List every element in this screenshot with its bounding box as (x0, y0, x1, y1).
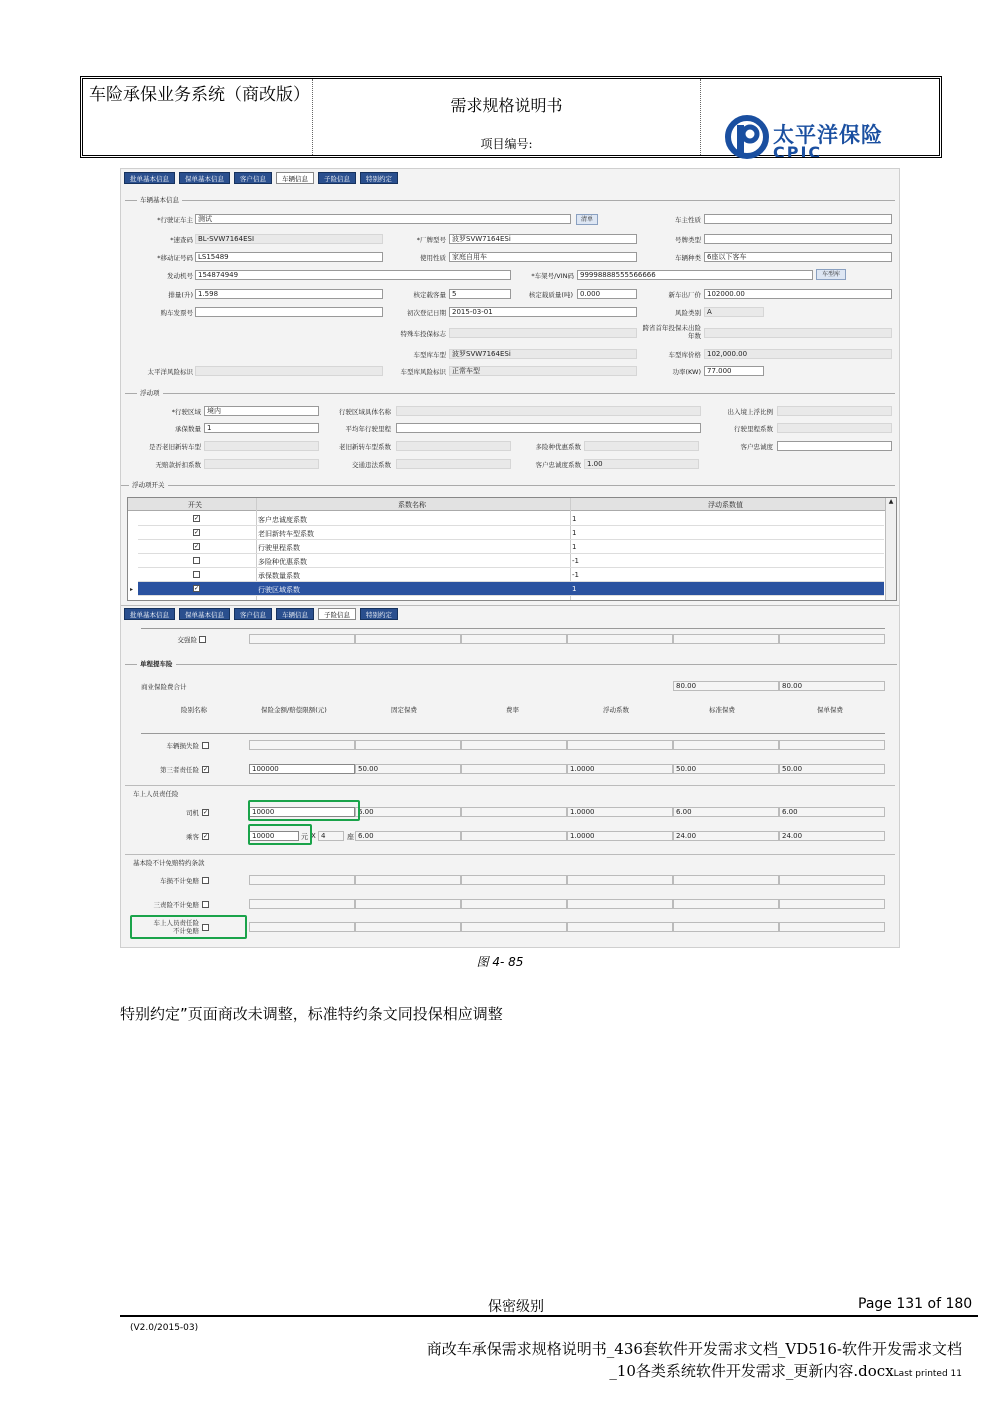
tab-vehicle[interactable]: 车辆信息 (276, 172, 314, 184)
loss-cell (355, 740, 461, 750)
old-coef-label: 老旧新转车型系数 (339, 443, 391, 451)
driver-policy: 6.00 (779, 807, 885, 817)
loyal-input[interactable] (777, 441, 892, 451)
area-name-label: 行驶区域具体名称 (339, 408, 391, 416)
row-value: 1 (572, 515, 577, 523)
col-header-float: 浮动系数 (603, 706, 629, 714)
tab-special[interactable]: 特别约定 (360, 608, 398, 620)
grid-row[interactable] (138, 568, 884, 582)
col-header-rate: 费率 (506, 706, 519, 714)
row-name: 客户忠诚度系数 (258, 516, 307, 524)
cpic-risk-input[interactable] (195, 366, 383, 376)
passenger-seats[interactable]: 4 (318, 831, 344, 841)
nd-onboard-label-line1: 车上人员责任险 (153, 919, 199, 927)
passenger-rate (461, 831, 567, 841)
grid-scrollbar[interactable] (885, 498, 896, 600)
compulsory-cell (249, 634, 355, 644)
old-coef-input[interactable] (396, 441, 511, 451)
loss-cell (249, 740, 355, 750)
insurance-panel (121, 605, 900, 948)
passenger-float: 1.0000 (567, 831, 673, 841)
owner-input[interactable]: 测试 (195, 214, 571, 224)
row-checkbox[interactable]: ✓ (194, 515, 200, 522)
row-checkbox[interactable] (193, 571, 200, 578)
nd-cell (673, 899, 779, 909)
third-rate (461, 764, 567, 774)
figure-caption: 图 4- 85 (476, 955, 524, 969)
driver-checkbox[interactable]: ✓ (203, 809, 209, 816)
tab-customer[interactable]: 客户信息 (234, 172, 272, 184)
compulsory-cell (567, 634, 673, 644)
grid-row-selected[interactable] (138, 582, 884, 596)
row-pointer-icon: ▸ (130, 586, 134, 593)
row-name: 行驶区域系数 (258, 586, 300, 594)
nd-cell (461, 922, 567, 932)
passenger-amount-input[interactable]: 10000 (249, 831, 299, 841)
plate-type-input[interactable] (704, 234, 892, 244)
total-cell-a: 80.00 (673, 681, 779, 691)
row-value: 1 (572, 543, 577, 551)
passenger-unit: 元 (301, 833, 308, 841)
secrecy-label: 保密级别 (488, 1299, 544, 1315)
mileage-coef-label: 行驶里程系数 (734, 425, 773, 433)
traffic-input[interactable] (396, 459, 511, 469)
mileage-input[interactable] (396, 423, 701, 433)
floating-section-title: 浮动项 (137, 388, 163, 397)
row-name: 承保数量系数 (258, 572, 300, 580)
list-button[interactable]: 清单 (576, 214, 598, 225)
header-logo-cell (701, 79, 939, 155)
doc-filename-line2: _10各类系统软件开发需求_更新内容.docx (609, 1362, 894, 1380)
third-checkbox[interactable]: ✓ (203, 766, 209, 773)
load-input[interactable]: 0.000 (577, 289, 637, 299)
row-value: 1 (572, 585, 577, 593)
loss-checkbox[interactable] (202, 742, 209, 749)
passenger-seat-unit: 座 (347, 833, 354, 841)
compulsory-cell (355, 634, 461, 644)
header-title-cell (313, 79, 701, 155)
row-name: 多险种优惠系数 (258, 558, 307, 566)
lib-risk-input[interactable]: 正常车型 (449, 366, 637, 376)
traffic-label: 交通违法系数 (352, 461, 391, 469)
tab-policy-basic[interactable]: 保单基本信息 (179, 172, 230, 184)
qty-input[interactable]: 1 (204, 423, 319, 433)
col-header-std: 标准保费 (709, 706, 735, 714)
plate-type-label: 号牌类型 (675, 236, 701, 244)
qty-label: 承保数量 (175, 425, 201, 433)
loss-cell (461, 740, 567, 750)
row-checkbox[interactable] (193, 557, 200, 564)
total-label: 商业保险费合计 (141, 683, 187, 691)
driver-label: 司机 (186, 809, 199, 817)
nd-cell (779, 922, 885, 932)
third-fixed: 50.00 (355, 764, 461, 774)
nd-cell (249, 875, 355, 885)
lib-risk-label: 车型库风险标识 (400, 368, 446, 376)
footer-rule (120, 1315, 978, 1317)
row-checkbox[interactable]: ✓ (194, 585, 200, 592)
row-value: -1 (572, 557, 579, 565)
grid-row[interactable] (138, 554, 884, 568)
col-header-fixed: 固定保费 (391, 706, 417, 714)
loss-cell (673, 740, 779, 750)
deductible-label: 基本险不计免赔特约条款 (133, 859, 205, 867)
logo-text-en: CPIC (773, 143, 823, 157)
loss-cell (567, 740, 673, 750)
loss-label: 车辆损失险 (166, 742, 199, 750)
price-input[interactable]: 102000.00 (704, 289, 892, 299)
nd-cell (461, 899, 567, 909)
driver-fixed: 6.00 (355, 807, 461, 817)
col-header-amount: 保险金额/赔偿限额(元) (261, 706, 327, 714)
loss-cell (779, 740, 885, 750)
floating-section (125, 389, 895, 397)
lib-price-input[interactable]: 102,000.00 (704, 349, 892, 359)
nd-cell (567, 899, 673, 909)
compulsory-cell (673, 634, 779, 644)
grid-col-switch: 开关 (188, 501, 202, 509)
cpic-logo-icon (725, 115, 769, 161)
load-label: 核定载质量(吨) (528, 291, 573, 299)
last-printed: Last printed 11 (893, 1369, 962, 1379)
onboard-label: 车上人员责任险 (133, 790, 179, 798)
switch-grid (127, 497, 897, 601)
vehicle-section (125, 196, 895, 204)
row-checkbox[interactable]: ✓ (194, 529, 200, 536)
multi-input[interactable] (584, 441, 699, 451)
cpic-risk-label: 太平洋风险标识 (147, 368, 193, 376)
cpic-logo (725, 115, 925, 165)
nd-cell (567, 922, 673, 932)
nd-cell (567, 875, 673, 885)
total-cell-b: 80.00 (779, 681, 885, 691)
tab-endorse-basic[interactable]: 批单基本信息 (124, 608, 175, 620)
highlight-box (248, 824, 312, 845)
special-label: 特殊车投保标志 (400, 330, 446, 338)
nd-cell (779, 875, 885, 885)
page-number: Page 131 of 180 (858, 1296, 973, 1312)
passenger-policy: 24.00 (779, 831, 885, 841)
old-car-label: 是否老旧新转车型 (149, 443, 201, 451)
loyal-label: 客户忠诚度 (740, 443, 773, 451)
row-value: -1 (572, 571, 579, 579)
frame-label: *车架号/VIN码 (531, 272, 574, 280)
car-lib-button[interactable]: 车型库 (816, 269, 846, 280)
vin-code-input[interactable]: BL-SVW7164ESI (195, 234, 383, 244)
driver-float: 1.0000 (567, 807, 673, 817)
switch-section (121, 481, 895, 489)
version-label: (V2.0/2015-03) (130, 1323, 199, 1333)
system-name: 车险承保业务系统（商改版） (83, 79, 313, 155)
third-amount-input[interactable]: 100000 (249, 764, 355, 774)
tab-sub-insurance[interactable]: 子险信息 (318, 172, 356, 184)
nd-cell (673, 922, 779, 932)
doc-title: 需求规格说明书 (450, 96, 563, 115)
seats-label: 核定载客量 (413, 291, 446, 299)
third-std: 50.00 (673, 764, 779, 774)
doc-filename (342, 1338, 962, 1385)
nd-loss-checkbox[interactable] (202, 877, 209, 884)
tab-endorse-basic[interactable]: 批单基本信息 (124, 172, 175, 184)
nd-cell (461, 875, 567, 885)
loyal-coef-input[interactable]: 1.00 (584, 459, 699, 469)
tab-bar-top (124, 172, 398, 184)
engine-label: 发动机号 (167, 272, 193, 280)
tab-vehicle[interactable]: 车辆信息 (276, 608, 314, 620)
project-no-label: 项目编号: (480, 137, 533, 151)
passenger-label: 乘客 (186, 833, 199, 841)
third-float: 1.0000 (567, 764, 673, 774)
vin-code-label: *速查码 (170, 236, 193, 244)
doc-filename-line1: 商改车承保需求规格说明书_436套软件开发需求文档_VD516-软件开发需求文档 (426, 1340, 962, 1358)
highlight-box (248, 800, 360, 821)
claim-input[interactable] (204, 459, 319, 469)
third-label: 第三者责任险 (160, 766, 199, 774)
reg-date-label: 初次登记日期 (407, 309, 446, 317)
invoice-input[interactable] (195, 307, 383, 317)
body-text: 特别约定”页面商改未调整，标准特约条文同投保相应调整 (120, 1005, 503, 1023)
price-label: 新车出厂价 (668, 291, 701, 299)
power-input[interactable]: 77.000 (704, 366, 764, 376)
lib-price-label: 车型库价格 (668, 351, 701, 359)
grid-row[interactable] (138, 512, 884, 526)
grid-col-value: 浮动系数值 (708, 501, 743, 509)
frame-input[interactable]: 99998888555566666 (577, 270, 813, 280)
single-trip-section (125, 660, 897, 668)
passenger-checkbox[interactable]: ✓ (203, 833, 209, 840)
col-header-name: 险别名称 (181, 706, 207, 714)
old-car-input[interactable] (204, 441, 319, 451)
lib-model-input[interactable]: 波罗SVW7164ESi (449, 349, 637, 359)
seats-input[interactable]: 5 (449, 289, 511, 299)
third-policy: 50.00 (779, 764, 885, 774)
switch-section-title: 浮动项开关 (129, 480, 168, 489)
logo-text-cn: 太平洋保险 (773, 123, 883, 147)
tab-bar-bottom (124, 608, 398, 620)
row-name: 老旧新转车型系数 (258, 530, 314, 538)
tab-policy-basic[interactable]: 保单基本信息 (179, 608, 230, 620)
nd-cell (355, 922, 461, 932)
single-trip-title: 单程提车险 (137, 659, 176, 668)
mileage-label: 平均年行驶里程 (345, 425, 391, 433)
engine-input[interactable]: 154874949 (195, 270, 511, 280)
usage-label: 使用性质 (420, 254, 446, 262)
highlight-box (130, 915, 247, 939)
nd-cell (249, 922, 355, 932)
nd-third-label: 三责险不计免赔 (153, 901, 199, 909)
divider (125, 854, 895, 855)
driver-rate (461, 807, 567, 817)
model-label: *厂牌型号 (416, 236, 446, 244)
scroll-up-icon[interactable]: ▲ (888, 498, 894, 505)
nd-cell (355, 875, 461, 885)
owner-label: *行驶证车主 (157, 216, 193, 224)
page-header (80, 76, 942, 158)
passenger-times: X (311, 832, 316, 840)
car-type-input[interactable]: 6座以下客车 (704, 252, 892, 262)
compulsory-label: 交强险 (177, 636, 197, 644)
model-input[interactable]: 波罗SVW7164ESi (449, 234, 637, 244)
area-label: *行驶区域 (171, 408, 201, 416)
plate-label: *移动证号码 (157, 254, 193, 262)
tab-special[interactable]: 特别约定 (360, 172, 398, 184)
displacement-input[interactable]: 1.598 (195, 289, 383, 299)
passenger-std: 24.00 (673, 831, 779, 841)
years-input[interactable] (704, 328, 892, 338)
area-name-input[interactable] (396, 406, 701, 416)
claim-label: 无赔款折扣系数 (155, 461, 201, 469)
compulsory-cell (461, 634, 567, 644)
special-input[interactable] (449, 328, 637, 338)
ratio-input[interactable] (777, 406, 892, 416)
loyal-coef-label: 客户忠诚度系数 (535, 461, 581, 469)
col-header-policy: 保单保费 (817, 706, 843, 714)
owner-nature-input[interactable] (704, 214, 892, 224)
invoice-label: 购车发票号 (160, 309, 193, 317)
nd-third-checkbox[interactable] (202, 901, 209, 908)
compulsory-cell (779, 634, 885, 644)
lib-model-label: 车型库车型 (413, 351, 446, 359)
power-label: 功率(KW) (672, 368, 701, 376)
grid-col-name: 系数名称 (398, 501, 426, 509)
passenger-fixed: 6.00 (355, 831, 461, 841)
row-checkbox[interactable]: ✓ (194, 543, 200, 550)
nd-cell (249, 899, 355, 909)
car-type-label: 车辆种类 (675, 254, 701, 262)
divider (141, 733, 885, 734)
mileage-coef-input[interactable] (777, 423, 892, 433)
row-value: 1 (572, 529, 577, 537)
tab-customer[interactable]: 客户信息 (234, 608, 272, 620)
row-name: 行驶里程系数 (258, 544, 300, 552)
risk-type-label: 风险类别 (675, 309, 701, 317)
divider (141, 628, 885, 629)
divider (125, 785, 895, 786)
grid-row[interactable] (138, 526, 884, 540)
nd-cell (779, 899, 885, 909)
driver-std: 6.00 (673, 807, 779, 817)
years-label: 跨省首年投保未出险年数 (642, 324, 701, 340)
compulsory-checkbox[interactable] (199, 636, 206, 643)
embedded-screenshot (120, 168, 900, 948)
owner-nature-label: 车主性质 (675, 216, 701, 224)
area-input[interactable]: 境内 (204, 406, 319, 416)
vehicle-section-title: 车辆基本信息 (137, 195, 182, 204)
ratio-label: 出入境上浮比例 (727, 408, 773, 416)
grid-header (128, 498, 896, 511)
multi-label: 多险种优惠系数 (535, 443, 581, 451)
nd-cell (355, 899, 461, 909)
nd-cell (673, 875, 779, 885)
nd-onboard-label-line2: 不计免赔 (173, 927, 199, 935)
reg-date-input[interactable]: 2015-03-01 (449, 307, 637, 317)
usage-input[interactable]: 家庭自用车 (449, 252, 637, 262)
displacement-label: 排量(升) (168, 291, 193, 299)
nd-loss-label: 车损不计免赔 (160, 877, 199, 885)
plate-input[interactable]: LS15489 (195, 252, 383, 262)
driver-amount-input[interactable]: 10000 (249, 807, 355, 817)
grid-row[interactable] (138, 540, 884, 554)
tab-sub-insurance[interactable]: 子险信息 (318, 608, 356, 620)
risk-type-input[interactable]: A (704, 307, 764, 317)
